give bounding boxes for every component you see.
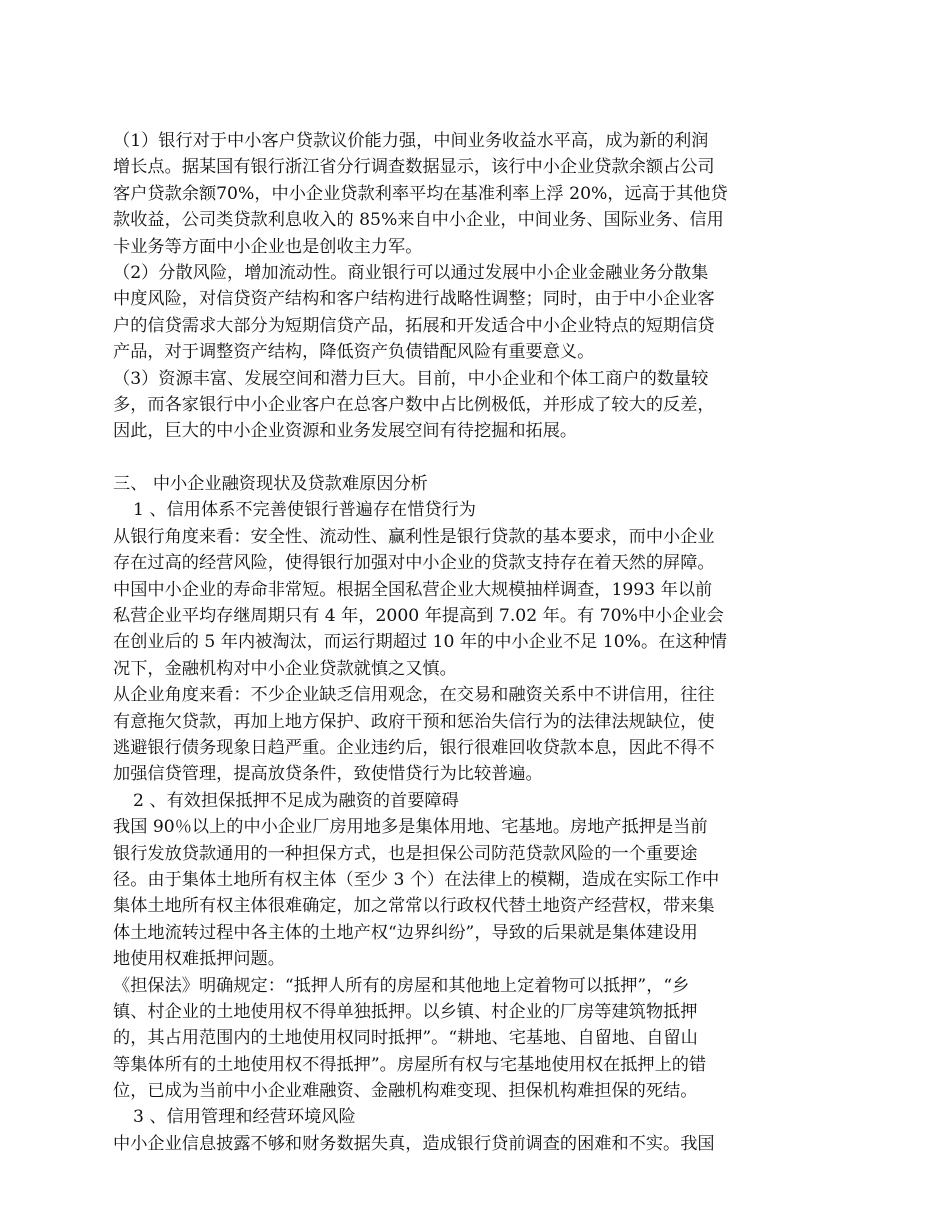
paragraph-line: 中度风险，对信贷资产结构和客户结构进行战略性调整；同时，由于中小企业客	[113, 289, 715, 310]
paragraph-line: 产品，对于调整资产结构，降低资产负债错配风险有重要意义。	[113, 342, 595, 363]
document-page	[113, 128, 765, 1157]
paragraph-line: 镇、村企业的土地使用权不得单独抵押。以乡镇、村企业的厂房等建筑物抵押	[113, 1001, 698, 1022]
paragraph-line: 等集体所有的土地使用权不得抵押”。房屋所有权与宅基地使用权在抵押上的错	[113, 1054, 707, 1075]
paragraph-line: 存在过高的经营风险，使得银行加强对中小企业的贷款支持存在着天然的屏障。	[113, 553, 715, 574]
paragraph-line: 中国中小企业的寿命非常短。根据全国私营企业大规模抽样调查，1993 年以前	[113, 579, 713, 600]
paragraph-line: 有意拖欠贷款，再加上地方保护、政府干预和惩治失信行为的法律法规缺位，使	[113, 711, 715, 732]
paragraph-line: 加强信贷管理，提高放贷条件，致使惜贷行为比较普遍。	[113, 764, 543, 785]
paragraph-line: 《担保法》明确规定：“抵押人所有的房屋和其他地上定着物可以抵押”，“乡	[113, 975, 690, 996]
paragraph-line: 中小企业信息披露不够和财务数据失真，造成银行贷前调查的困难和不实。我国	[113, 1133, 715, 1154]
subsection-heading: 1 、信用体系不完善使银行普遍存在惜贷行为	[133, 500, 476, 521]
paragraph-line: 在创业后的 5 年内被淘汰，而运行期超过 10 年的中小企业不足 10%。在这种情	[113, 632, 727, 653]
section-heading: 三、 中小企业融资现状及贷款难原因分析	[113, 474, 428, 495]
paragraph-line: 从银行角度来看：安全性、流动性、赢利性是银行贷款的基本要求，而中小企业	[113, 526, 715, 547]
paragraph-line: 因此，巨大的中小企业资源和业务发展空间有待挖掘和拓展。	[113, 421, 578, 442]
paragraph-line: 况下，金融机构对中小企业贷款就慎之又慎。	[113, 658, 457, 679]
blank-line	[113, 445, 765, 471]
paragraph-line: 私营企业平均存继周期只有 4 年，2000 年提高到 7.02 年。有 70%中小企业会	[113, 606, 724, 627]
paragraph-line: 卡业务等方面中小企业也是创收主力军。	[113, 236, 423, 257]
paragraph-line: 体土地流转过程中各主体的土地产权“边界纠纷”，导致的后果就是集体建设用	[113, 922, 698, 943]
paragraph-line: 户的信贷需求大部分为短期信贷产品，拓展和开发适合中小企业特点的短期信贷	[113, 315, 715, 336]
paragraph-line: （3）资源丰富、发展空间和潜力巨大。目前，中小企业和个体工商户的数量较	[113, 368, 709, 389]
paragraph-line: 径。由于集体土地所有权主体（至少 3 个）在法律上的模糊，造成在实际工作中	[113, 869, 720, 890]
paragraph-line: 逃避银行债务现象日趋严重。企业违约后，银行很难回收贷款本息，因此不得不	[113, 737, 715, 758]
subsection-heading: 3 、信用管理和经营环境风险	[133, 1107, 356, 1128]
paragraph-line: 款收益，公司类贷款利息收入的 85%来自中小企业，中间业务、国际业务、信用	[113, 210, 724, 231]
paragraph-line: 集体土地所有权主体很难确定，加之常常以行政权代替土地资产经营权，带来集	[113, 896, 715, 917]
paragraph-line: 客户贷款余额70%，中小企业贷款利率平均在基准利率上浮 20%，远高于其他贷	[113, 183, 728, 204]
paragraph-line: 从企业角度来看：不少企业缺乏信用观念，在交易和融资关系中不讲信用，往往	[113, 685, 715, 706]
subsection-heading: 2 、有效担保抵押不足成为融资的首要障碍	[133, 790, 459, 811]
paragraph-line: （1）银行对于中小客户贷款议价能力强，中间业务收益水平高，成为新的利润	[113, 131, 709, 151]
paragraph-line: 位，已成为当前中小企业难融资、金融机构难变现、担保机构难担保的死结。	[113, 1081, 698, 1102]
paragraph-line: 我国 90％以上的中小企业厂房用地多是集体用地、宅基地。房地产抵押是当前	[113, 817, 708, 838]
paragraph-line: （2）分散风险，增加流动性。商业银行可以通过发展中小企业金融业务分散集	[113, 262, 709, 283]
paragraph-line: 的，其占用范围内的土地使用权同时抵押”。“耕地、宅基地、自留地、自留山	[113, 1028, 698, 1049]
paragraph-line: 银行发放贷款通用的一种担保方式，也是担保公司防范贷款风险的一个重要途	[113, 843, 698, 864]
paragraph-line: 地使用权难抵押问题。	[113, 949, 285, 970]
paragraph-line: 多，而各家银行中小企业客户在总客户数中占比例极低，并形成了较大的反差，	[113, 394, 715, 415]
paragraph-line: 增长点。据某国有银行浙江省分行调查数据显示，该行中小企业贷款余额占公司	[113, 157, 715, 178]
